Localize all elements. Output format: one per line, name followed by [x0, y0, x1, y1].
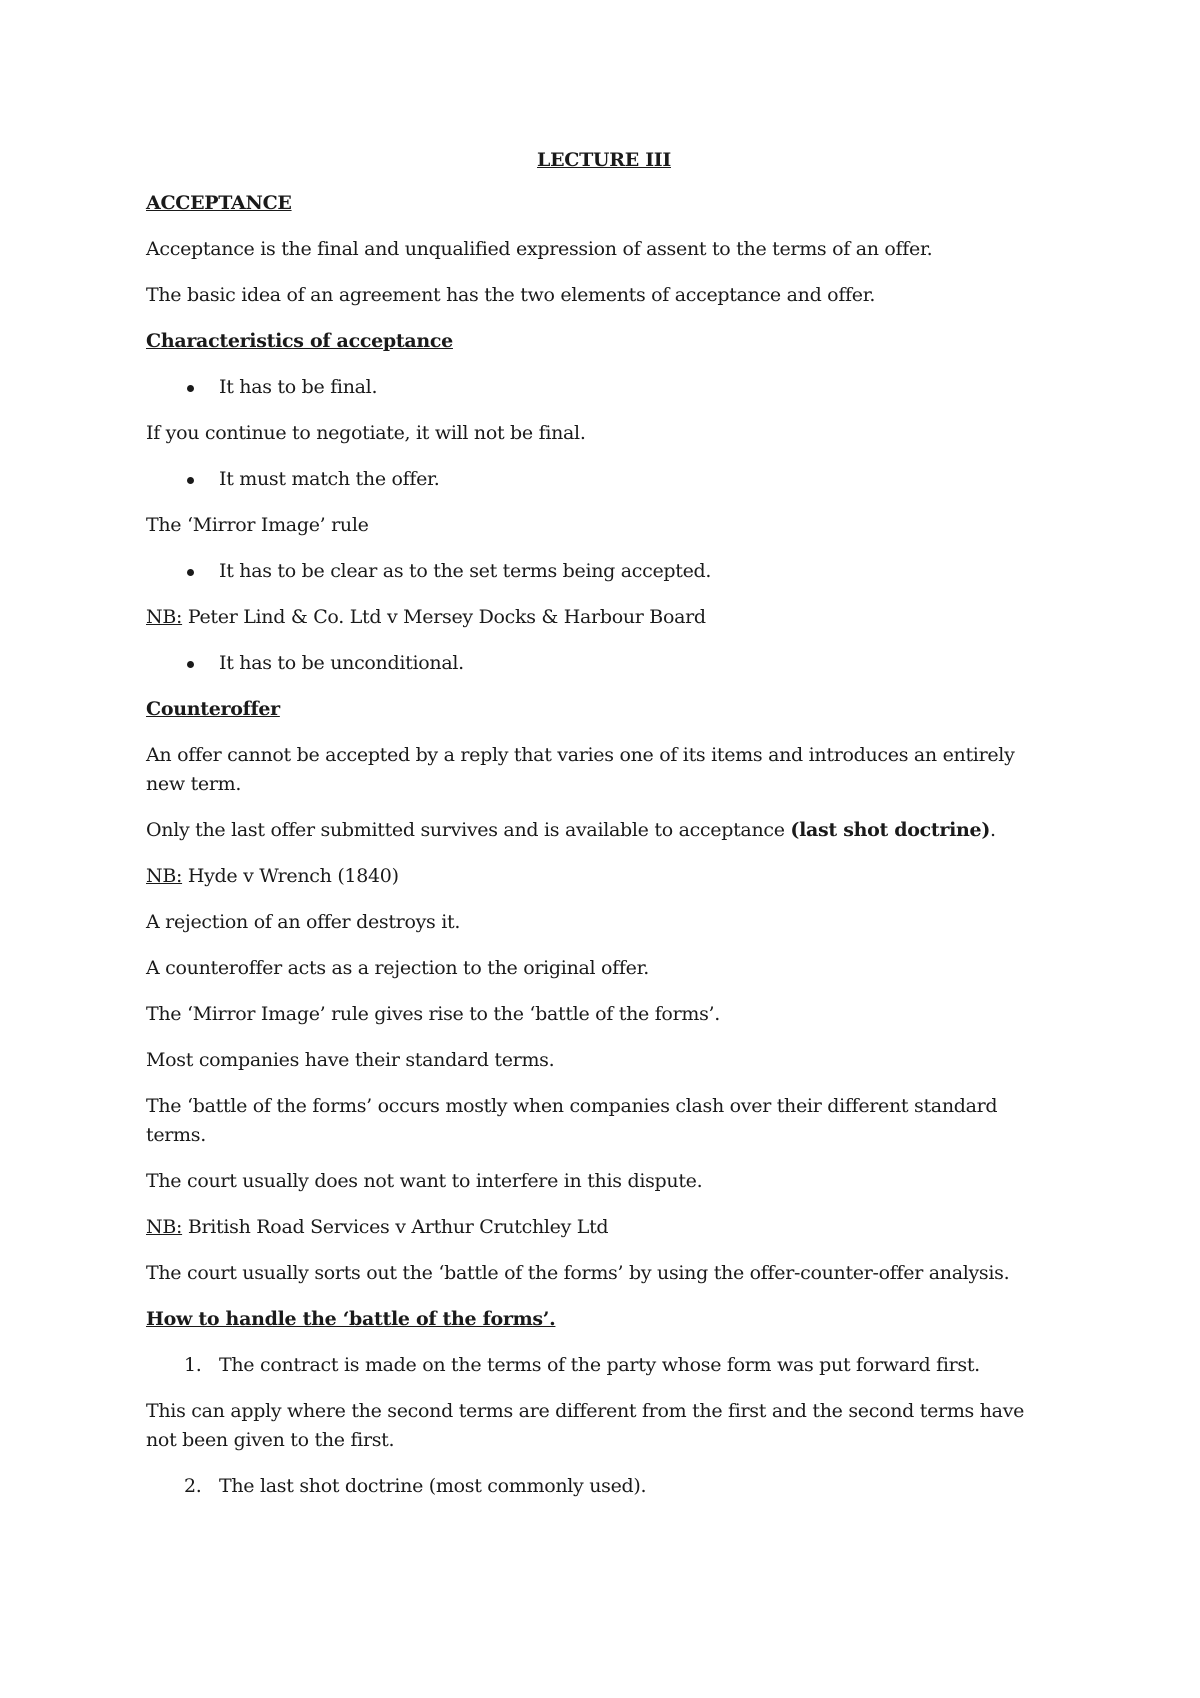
nb-label: NB: — [146, 1216, 183, 1238]
paragraph-court-sorts: The court usually sorts out the ‘battle of the forms’ by using the offer-counter-offer analysis. — [146, 1262, 1010, 1284]
bullet-item-clear — [146, 557, 1050, 586]
bullet-dot-icon — [187, 477, 194, 484]
paragraph-mirror-image: The ‘Mirror Image’ rule — [146, 514, 369, 536]
bullet-text: It has to be clear as to the set terms being accepted. — [219, 560, 712, 582]
bullet-text: It has to be final. — [219, 376, 378, 398]
paragraph-last-shot — [146, 816, 1050, 845]
paragraph-counteroffer-rejection: A counteroffer acts as a rejection to the original offer. — [146, 957, 650, 979]
heading-characteristics: Characteristics of acceptance — [146, 330, 453, 352]
list-number: 1. — [184, 1354, 202, 1376]
heading-battle-of-forms: How to handle the ‘battle of the forms’. — [146, 1308, 556, 1330]
nb-label: NB: — [146, 606, 183, 628]
paragraph-second-terms: This can apply where the second terms are different from the first and the second terms have not been given to the first. — [146, 1400, 1025, 1451]
nb-case-peter-lind — [146, 603, 1050, 632]
paragraph-standard-terms: Most companies have their standard terms. — [146, 1049, 555, 1071]
bullet-text: It must match the offer. — [219, 468, 440, 490]
numbered-item-2 — [146, 1472, 1050, 1501]
heading-acceptance: ACCEPTANCE — [146, 192, 292, 214]
paragraph-text-end: . — [990, 819, 996, 841]
bullet-item-unconditional — [146, 649, 1050, 678]
bullet-item-match — [146, 465, 1050, 494]
heading-counteroffer: Counteroffer — [146, 698, 280, 720]
lecture-title: LECTURE III — [537, 149, 671, 171]
list-item-text: The contract is made on the terms of the party whose form was put forward first. — [219, 1354, 980, 1376]
paragraph-acceptance-definition: Acceptance is the final and unqualified expression of assent to the terms of an offer. — [146, 238, 933, 260]
list-number: 2. — [184, 1475, 202, 1497]
paragraph-rejection: A rejection of an offer destroys it. — [146, 911, 461, 933]
nb-label: NB: — [146, 865, 183, 887]
bullet-dot-icon — [187, 569, 194, 576]
paragraph-text: Only the last offer submitted survives and is available to acceptance — [146, 819, 791, 841]
bullet-text: It has to be unconditional. — [219, 652, 464, 674]
paragraph-battle-origin: The ‘Mirror Image’ rule gives rise to the ‘battle of the forms’. — [146, 1003, 721, 1025]
nb-case-text: Hyde v Wrench (1840) — [182, 865, 399, 887]
nb-case-text: British Road Services v Arthur Crutchley Ltd — [182, 1216, 609, 1238]
nb-case-british-road — [146, 1213, 1050, 1242]
nb-case-hyde — [146, 862, 1050, 891]
list-item-text: The last shot doctrine (most commonly used). — [219, 1475, 647, 1497]
paragraph-negotiate: If you continue to negotiate, it will not be final. — [146, 422, 586, 444]
paragraph-agreement-elements: The basic idea of an agreement has the two elements of acceptance and offer. — [146, 284, 876, 306]
bold-term: (last shot doctrine) — [790, 819, 991, 841]
nb-case-text: Peter Lind & Co. Ltd v Mersey Docks & Harbour Board — [182, 606, 706, 628]
bullet-item-final — [146, 373, 1050, 402]
paragraph-court-interfere: The court usually does not want to interfere in this dispute. — [146, 1170, 703, 1192]
paragraph-counteroffer-rule: An offer cannot be accepted by a reply that varies one of its items and introduces an entirely new term. — [146, 744, 1015, 795]
numbered-item-1 — [146, 1351, 1050, 1380]
bullet-dot-icon — [187, 661, 194, 668]
paragraph-battle-occurs: The ‘battle of the forms’ occurs mostly when companies clash over their different standard terms. — [146, 1095, 998, 1146]
bullet-dot-icon — [187, 385, 194, 392]
